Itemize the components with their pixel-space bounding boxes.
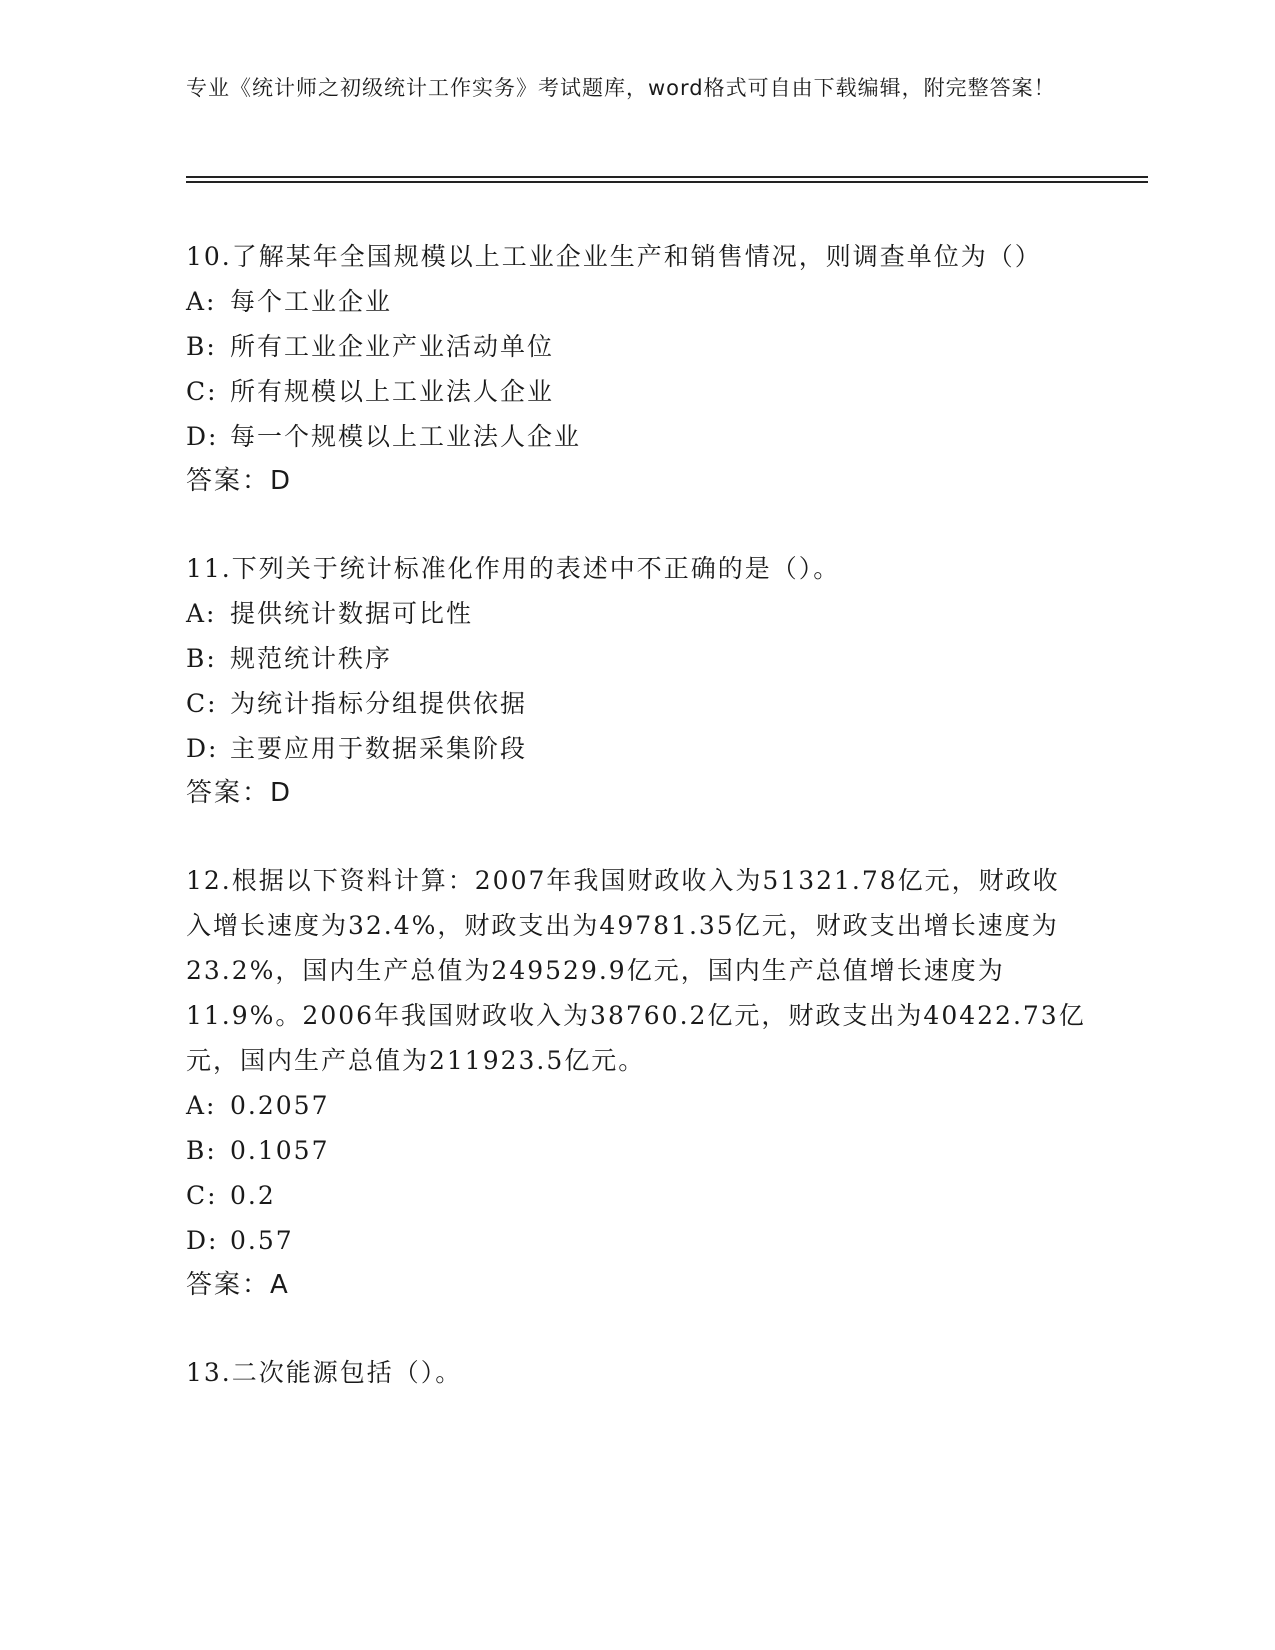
option-text: 每个工业企业 xyxy=(230,287,393,316)
option-letter: C: xyxy=(186,689,218,718)
option-text: 每一个规模以上工业法人企业 xyxy=(230,422,582,451)
option-text: 所有工业企业产业活动单位 xyxy=(230,332,555,361)
option-c xyxy=(186,681,1086,726)
document-header: 专业《统计师之初级统计工作实务》考试题库，word格式可自由下载编辑，附完整答案！ xyxy=(186,76,1056,100)
option-letter: D: xyxy=(186,422,219,451)
header-divider-bottom xyxy=(186,181,1148,183)
question-11 xyxy=(186,546,1086,816)
option-text: 为统计指标分组提供依据 xyxy=(230,689,528,718)
option-text: 0.2057 xyxy=(230,1091,330,1120)
option-text: 规范统计秩序 xyxy=(230,644,393,673)
option-text: 0.2 xyxy=(230,1181,276,1210)
option-b xyxy=(186,636,1086,681)
header-divider-top xyxy=(186,176,1148,178)
option-b xyxy=(186,1128,1086,1173)
option-text: 0.1057 xyxy=(230,1136,330,1165)
question-stem: 11.下列关于统计标准化作用的表述中不正确的是（）。 xyxy=(186,554,841,583)
option-letter: B: xyxy=(186,644,217,673)
option-letter: D: xyxy=(186,734,219,763)
option-letter: B: xyxy=(186,332,217,361)
question-12 xyxy=(186,858,1086,1308)
option-letter: C: xyxy=(186,1181,218,1210)
option-text: 所有规模以上工业法人企业 xyxy=(230,377,555,406)
answer-line: 答案：A xyxy=(186,1270,290,1300)
option-letter: A: xyxy=(186,1091,217,1120)
option-letter: B: xyxy=(186,1136,217,1165)
option-a xyxy=(186,591,1086,636)
option-letter: D: xyxy=(186,1226,219,1255)
question-10 xyxy=(186,234,1086,504)
option-d xyxy=(186,726,1086,771)
question-stem: 12.根据以下资料计算：2007年我国财政收入为51321.78亿元，财政收入增长速度为32.4%，财政支出为49781.35亿元，财政支出增长速度为23.2%，国内生产总值为249529.9亿元，国内生产总值增长速度为11.9%。2006年我国财政收入为38760.2亿元，财政支出为40422.73亿元，国内生产总值为211923.5亿元。 xyxy=(186,866,1086,1075)
answer-line: 答案：D xyxy=(186,778,293,808)
option-d xyxy=(186,1218,1086,1263)
option-a xyxy=(186,1083,1086,1128)
option-letter: A: xyxy=(186,287,217,316)
option-letter: C: xyxy=(186,377,218,406)
option-text: 0.57 xyxy=(230,1226,294,1255)
option-text: 提供统计数据可比性 xyxy=(230,599,474,628)
option-c xyxy=(186,369,1086,414)
answer-line: 答案：D xyxy=(186,466,293,496)
question-stem: 10.了解某年全国规模以上工业企业生产和销售情况，则调查单位为（） xyxy=(186,242,1042,271)
option-a xyxy=(186,279,1086,324)
question-stem: 13.二次能源包括（）。 xyxy=(186,1358,463,1387)
option-letter: A: xyxy=(186,599,217,628)
option-b xyxy=(186,324,1086,369)
question-13 xyxy=(186,1350,1086,1395)
option-c xyxy=(186,1173,1086,1218)
option-d xyxy=(186,414,1086,459)
question-list xyxy=(186,234,1086,1437)
option-text: 主要应用于数据采集阶段 xyxy=(230,734,528,763)
